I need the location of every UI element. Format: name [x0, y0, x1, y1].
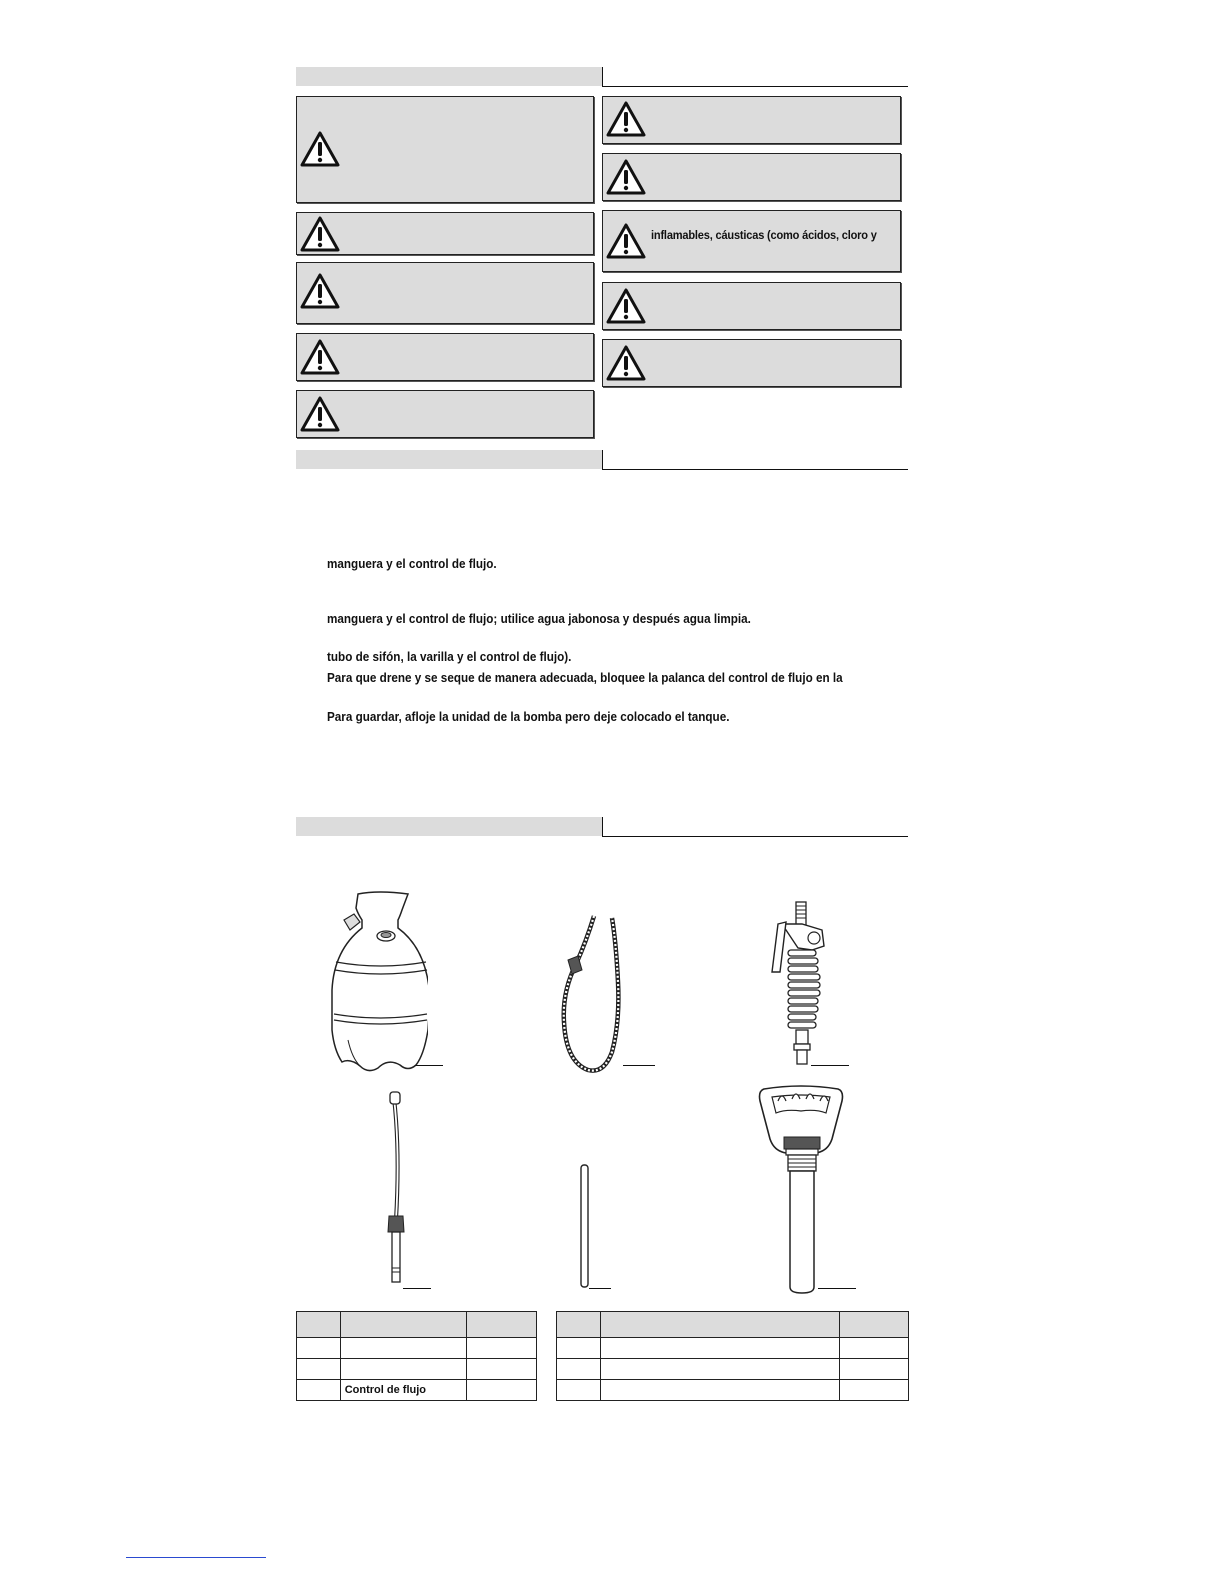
warning-triangle-icon: [300, 131, 340, 167]
tank-icon: [328, 890, 428, 1075]
table-cell: [840, 1338, 909, 1359]
safety-section-header: [296, 67, 908, 87]
table-row: [297, 1338, 537, 1359]
warning-triangle-icon: [300, 396, 340, 432]
parts-table-left: [296, 1311, 537, 1401]
table-cell: [840, 1359, 909, 1380]
table-cell: [297, 1338, 341, 1359]
flow-control-icon: [768, 900, 830, 1070]
warning-box: [602, 339, 901, 387]
warning-box: [602, 96, 901, 144]
pump-assembly-icon: [756, 1083, 846, 1298]
table-cell: [467, 1312, 537, 1338]
leader-line: [818, 1288, 856, 1289]
table-cell: [297, 1312, 341, 1338]
maintenance-line: manguera y el control de flujo; utilice agua jabonosa y después agua limpia.: [327, 611, 751, 626]
parts-section-header: [296, 817, 908, 837]
warning-triangle-icon: [606, 159, 646, 195]
table-cell: [297, 1380, 341, 1401]
table-row: [557, 1380, 909, 1401]
table-cell: [467, 1338, 537, 1359]
table-cell: [467, 1359, 537, 1380]
warning-box: [602, 282, 901, 330]
table-cell: [600, 1359, 839, 1380]
warning-triangle-icon: [606, 223, 646, 259]
maintenance-line: tubo de sifón, la varilla y el control de flujo).: [327, 649, 572, 664]
table-cell: [840, 1312, 909, 1338]
warning-triangle-icon: [300, 273, 340, 309]
table-cell: [557, 1338, 601, 1359]
table-cell: [297, 1359, 341, 1380]
warning-box: [602, 153, 901, 201]
parts-table-right: [556, 1311, 909, 1401]
maintenance-line: Para que drene y se seque de manera adecuada, bloquee la palanca del control de flujo en la: [327, 670, 843, 685]
table-cell: [467, 1380, 537, 1401]
table-row: [557, 1338, 909, 1359]
table-cell: [340, 1359, 467, 1380]
table-cell: [840, 1380, 909, 1401]
table-cell: [600, 1380, 839, 1401]
table-cell: [557, 1312, 601, 1338]
leader-line: [811, 1065, 849, 1066]
warning-triangle-icon: [606, 288, 646, 324]
table-row: [297, 1359, 537, 1380]
leader-line: [403, 1288, 431, 1289]
warning-triangle-icon: [300, 216, 340, 252]
footer-link-underline[interactable]: [126, 1557, 266, 1558]
siphon-tube-icon: [578, 1163, 592, 1291]
table-row: [297, 1380, 537, 1401]
hose-icon: [556, 912, 628, 1074]
warning-box: [602, 210, 901, 272]
table-cell: [557, 1380, 601, 1401]
warning-triangle-icon: [606, 345, 646, 381]
warning-box: [296, 96, 594, 203]
maintenance-section-header: [296, 450, 908, 470]
warning-box: [296, 333, 594, 381]
table-cell: [557, 1359, 601, 1380]
table-header: [557, 1312, 909, 1338]
table-cell: [600, 1338, 839, 1359]
leader-line: [415, 1065, 443, 1066]
warning-box: [296, 262, 594, 324]
table-cell: [340, 1338, 467, 1359]
table-cell: [600, 1312, 839, 1338]
table-row: [557, 1359, 909, 1380]
table-cell: Control de flujo: [340, 1380, 467, 1401]
warning-triangle-icon: [300, 339, 340, 375]
wand-icon: [380, 1090, 412, 1295]
table-header: [297, 1312, 537, 1338]
warning-box: [296, 390, 594, 438]
warning-triangle-icon: [606, 101, 646, 137]
maintenance-line: manguera y el control de flujo.: [327, 556, 497, 571]
leader-line: [623, 1065, 655, 1066]
warning-box: [296, 212, 594, 255]
table-cell: [340, 1312, 467, 1338]
leader-line: [589, 1288, 611, 1289]
warning-text: inflamables, cáusticas (como ácidos, cloro y: [651, 228, 877, 242]
maintenance-line: Para guardar, afloje la unidad de la bomba pero deje colocado el tanque.: [327, 709, 730, 724]
